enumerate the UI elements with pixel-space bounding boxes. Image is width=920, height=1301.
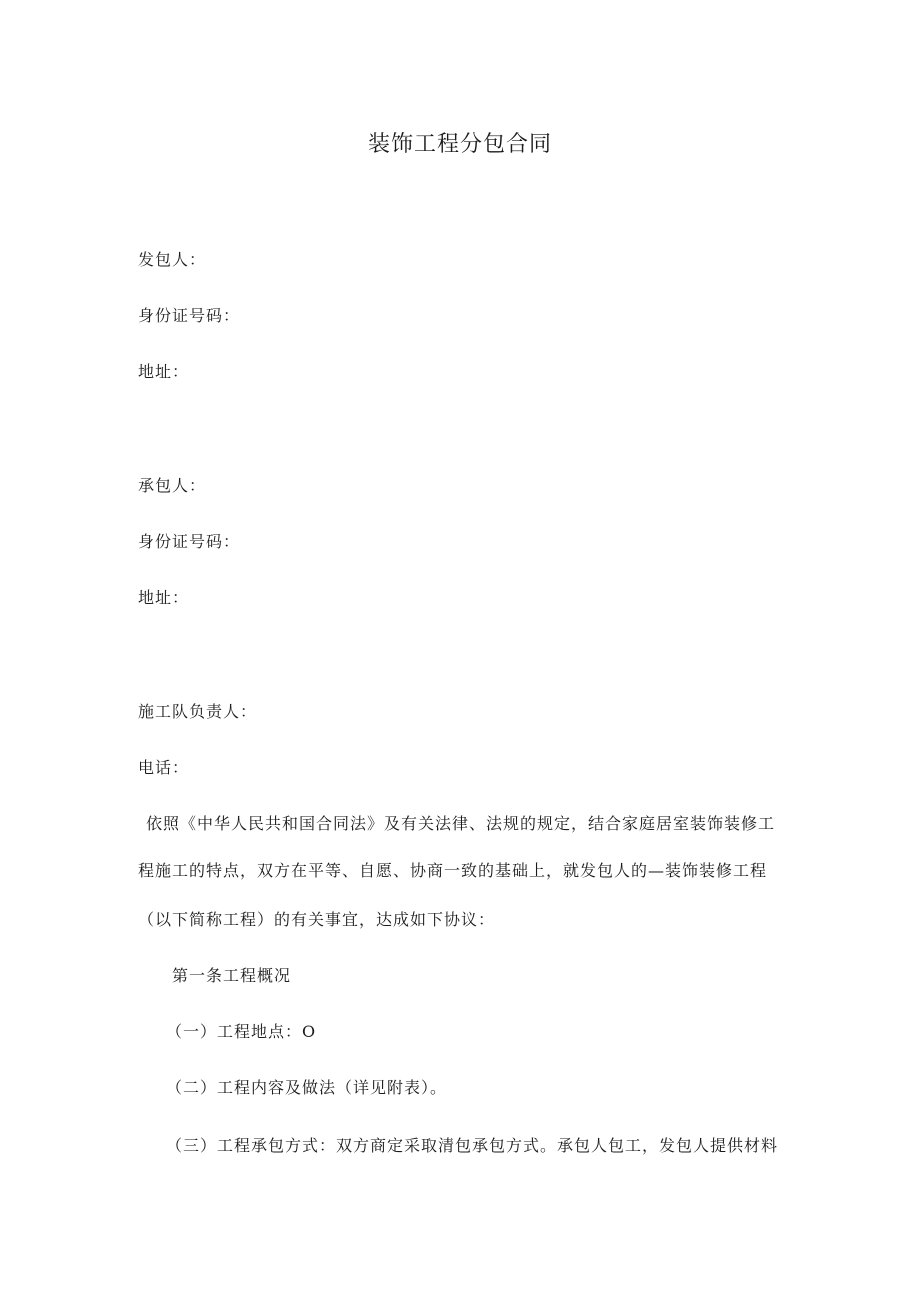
preamble-line-2: 程施工的特点，双方在平等、自愿、协商一致的基础上，就发包人的—装饰装修工程	[138, 861, 768, 880]
article1-item-2: （二）工程内容及做法（详见附表）。	[166, 1078, 448, 1097]
preamble-line-1: 依照《中华人民共和国合同法》及有关法律、法规的规定，结合家庭居室装饰装修工	[146, 814, 776, 833]
contractor-id-label: 身份证号码：	[138, 532, 241, 551]
article1-item-3: （三）工程承包方式：双方商定采取清包承包方式。承包人包工，发包人提供材料	[166, 1136, 779, 1155]
team-leader-label: 施工队负责人：	[138, 702, 258, 721]
employer-id-label: 身份证号码：	[138, 306, 241, 325]
article1-heading: 第一条工程概况	[172, 966, 292, 985]
preamble-line-3: （以下简称工程）的有关事宜，达成如下协议：	[138, 910, 496, 929]
article1-item-1: （一）工程地点：O	[166, 1022, 317, 1041]
contractor-address-label: 地址：	[138, 588, 190, 607]
phone-label: 电话：	[138, 758, 190, 777]
contractor-name-label: 承包人：	[138, 476, 207, 495]
document-title: 装饰工程分包合同	[367, 132, 552, 157]
employer-address-label: 地址：	[138, 362, 190, 381]
employer-name-label: 发包人：	[138, 250, 207, 269]
